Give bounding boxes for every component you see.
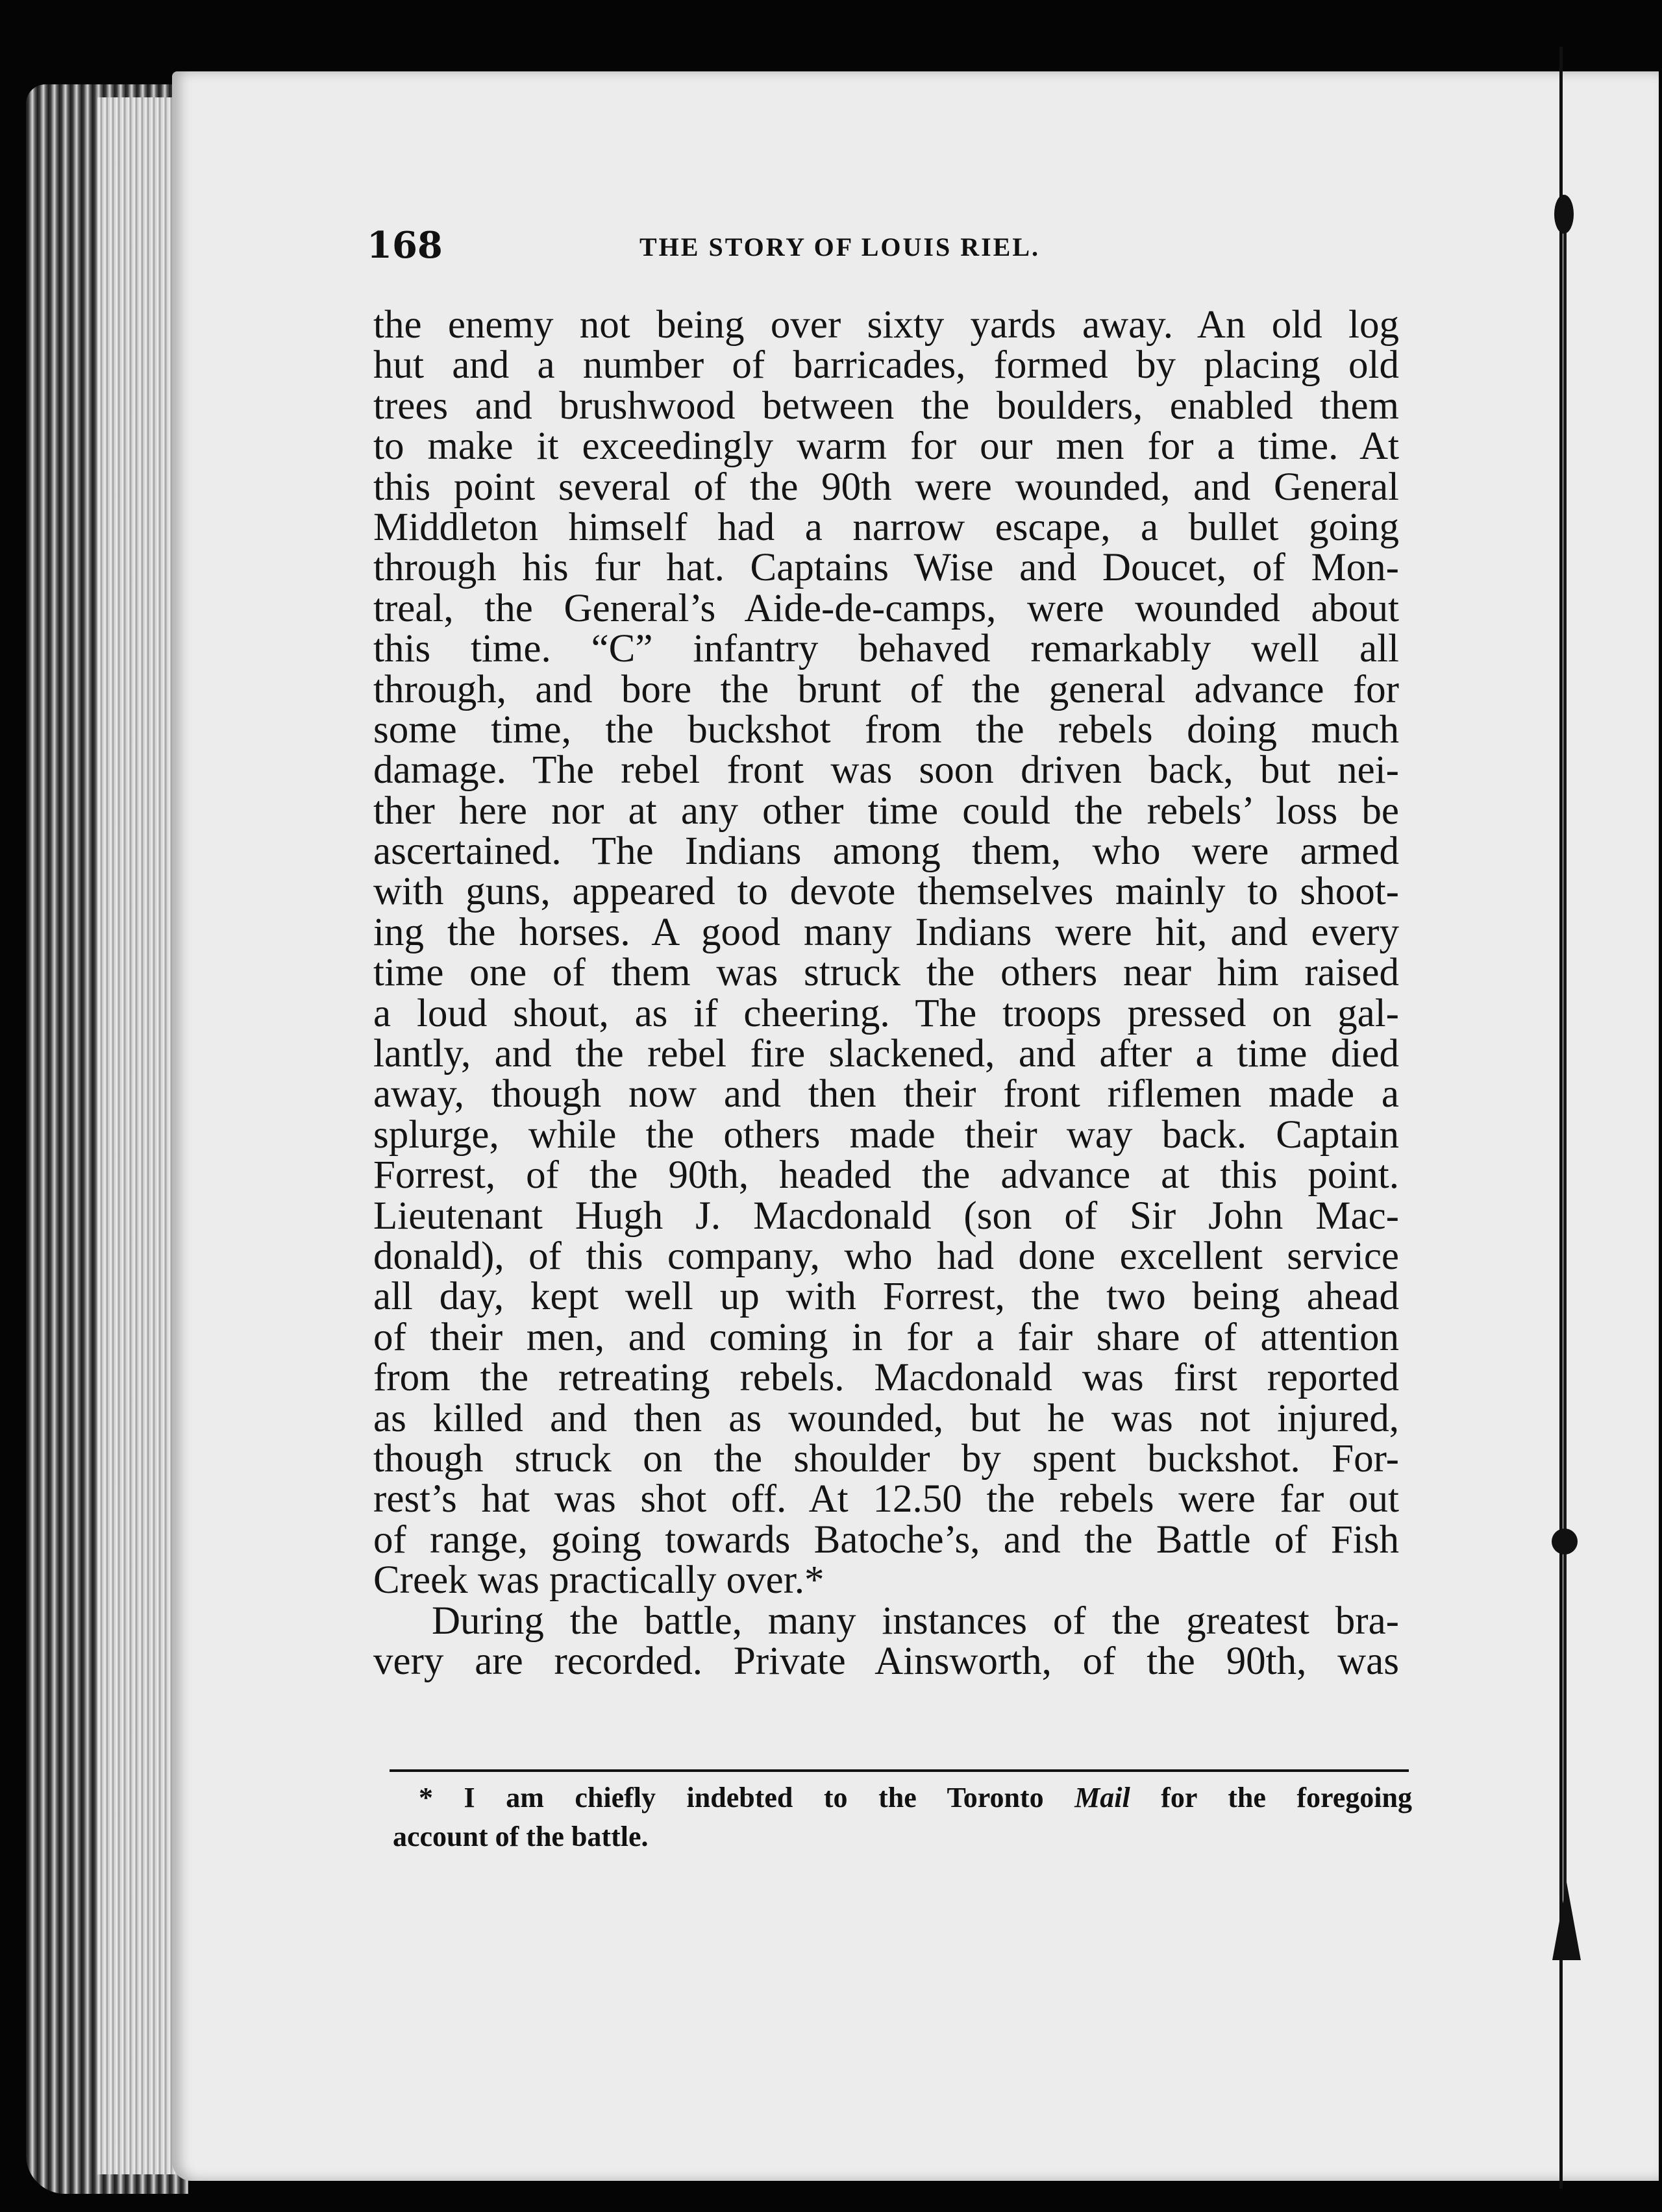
text-line: donald), of this company, who had done excellent service [373, 1234, 1399, 1278]
text-line: from the retreating rebels. Macdonald was first reported [373, 1356, 1399, 1400]
text-line: this point several of the 90th were wounded, and General [373, 465, 1399, 509]
footnote-italic-text: Mail [1074, 1782, 1130, 1813]
text-line: very are recorded. Private Ainsworth, of the 90th, was [373, 1639, 1399, 1683]
text-line: splurge, while the others made their way back. Captain [373, 1112, 1399, 1157]
text-line: this time. “C” infantry behaved remarkably well all [373, 627, 1399, 671]
text-line: ascertained. The Indians among them, who were armed [373, 830, 1399, 874]
text-line: to make it exceedingly warm for our men for a time. At [373, 424, 1399, 469]
text-line: of their men, and coming in for a fair share of attention [373, 1315, 1399, 1359]
page-number: 168 [367, 224, 443, 267]
binding-rule [1559, 47, 1563, 2189]
text-line: Creek was practically over.* [373, 1558, 825, 1603]
text-line: though struck on the shoulder by spent buckshot. For- [373, 1436, 1399, 1481]
text-line: a loud shout, as if cheering. The troops pressed on gal- [373, 991, 1399, 1035]
footnote-line: account of the battle. [393, 1821, 649, 1852]
text-line: with guns, appeared to devote themselves mainly to shoot- [373, 870, 1399, 914]
text-line: trees and brushwood between the boulders, enabled them [373, 384, 1399, 428]
text-line: Forrest, of the 90th, headed the advance at this point. [373, 1153, 1399, 1198]
text-line: away, though now and then their front riflemen made a [373, 1072, 1399, 1116]
binding-top-mark [1554, 195, 1574, 234]
book-page-edges-light [97, 97, 175, 2174]
text-line: treal, the General’s Aide-de-camps, were wounded about [373, 586, 1399, 630]
text-line: Middleton himself had a narrow escape, a bullet going [373, 505, 1399, 549]
binding-rule-thick [1563, 208, 1567, 1960]
page-header [367, 224, 1139, 276]
text-line: Lieutenant Hugh J. Macdonald (son of Sir John Mac- [373, 1194, 1399, 1238]
text-line: ther here nor at any other time could the rebels’ loss be [373, 789, 1399, 833]
text-line: the enemy not being over sixty yards away. An old log [373, 303, 1399, 347]
text-line: as killed and then as wounded, but he was not injured, [373, 1396, 1399, 1440]
text-line: through his fur hat. Captains Wise and Doucet, of Mon- [373, 546, 1399, 590]
body-text [373, 305, 1399, 1682]
text-line: through, and bore the brunt of the general advance for [373, 667, 1399, 711]
footnote-rule [390, 1769, 1409, 1772]
text-line: all day, kept well up with Forrest, the two being ahead [373, 1275, 1399, 1319]
text-line: During the battle, many instances of the greatest bra- [432, 1599, 1399, 1643]
text-line: time one of them was struck the others near him raised [373, 951, 1399, 995]
text-line: some time, the buckshot from the rebels doing much [373, 707, 1399, 752]
footnote-line [393, 1778, 1412, 1817]
footnote [393, 1778, 1412, 1856]
footnote-text: for the foregoing [1130, 1782, 1412, 1813]
text-line: damage. The rebel front was soon driven back, but nei- [373, 748, 1399, 793]
running-head: THE STORY OF LOUIS RIEL. [639, 232, 1041, 262]
text-line: hut and a number of barricades, formed by placing old [373, 343, 1399, 387]
text-line: rest’s hat was shot off. At 12.50 the rebels were far out [373, 1477, 1399, 1521]
binding-knot [1552, 1529, 1578, 1555]
binding-arrow-icon [1552, 1882, 1581, 1960]
text-line: ing the horses. A good many Indians were hit, and every [373, 910, 1399, 954]
footnote-text: * I am chiefly indebted to the Toronto [419, 1782, 1075, 1813]
text-line: lantly, and the rebel fire slackened, and after a time died [373, 1032, 1399, 1076]
text-line: of range, going towards Batoche’s, and the Battle of Fish [373, 1518, 1399, 1562]
